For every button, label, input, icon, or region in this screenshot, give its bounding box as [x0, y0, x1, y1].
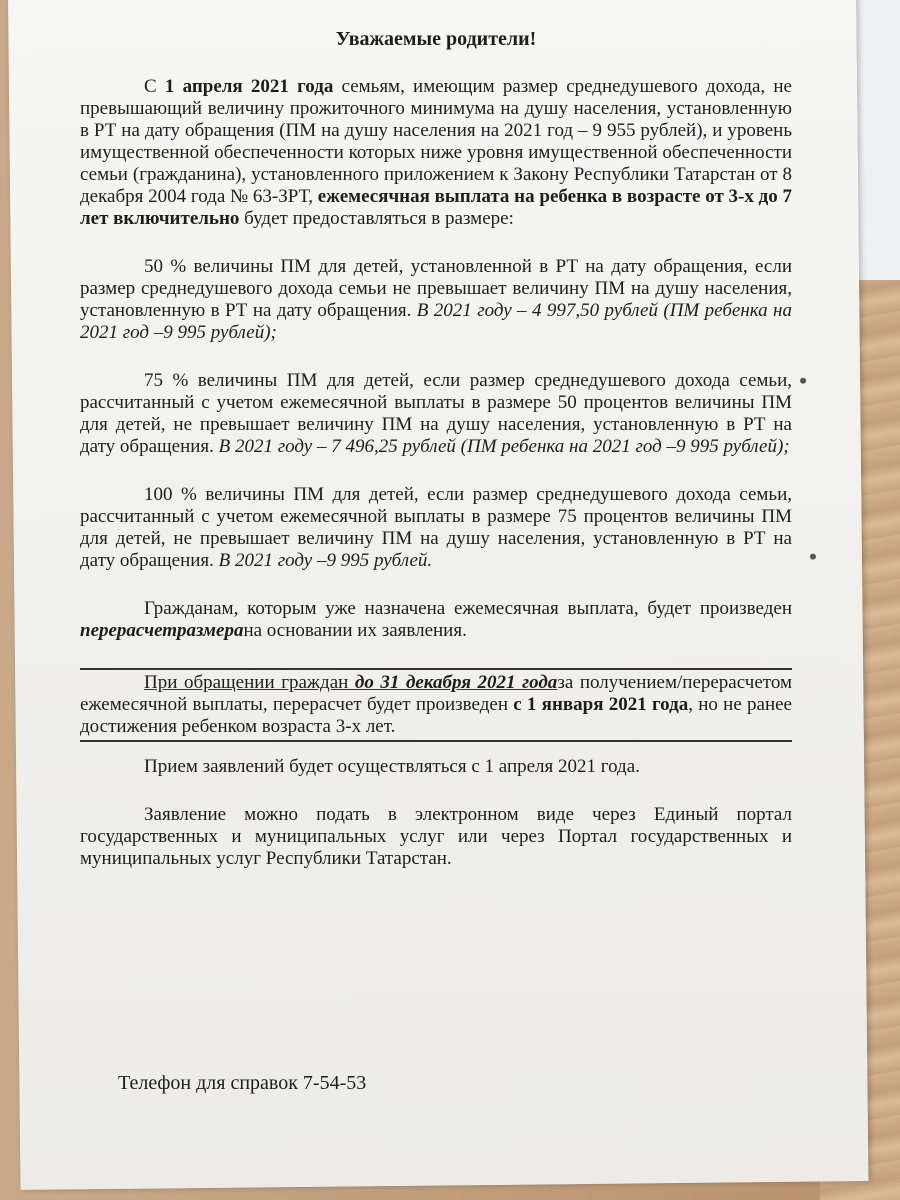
text-bold: с 1 января 2021 года	[513, 694, 689, 715]
paragraph-intro	[80, 76, 792, 230]
paper-mark	[810, 554, 816, 560]
text-italic: В 2021 году – 7 496,25 рублей (ПМ ребенка на 2021 год –9 995 рублей);	[218, 436, 790, 457]
text: При обращении граждан	[144, 672, 355, 693]
paragraph-50-percent	[80, 256, 792, 344]
text-italic: В 2021 году –9 995 рублей.	[218, 550, 433, 571]
paragraph-100-percent	[80, 484, 792, 572]
text-bold-italic: до 31 декабря 2021 года	[354, 672, 558, 693]
text: 75 % величины ПМ для детей, если размер среднедушевого дохода семьи, рассчитанный с учетом ежемесячной выплаты в размере 50 процентов величины ПМ для детей, не превышает величину ПМ на душу населения, установленную в РТ на дату обращения.	[80, 370, 792, 457]
paragraph-applications-start: Прием заявлений будет осуществляться с 1 апреля 2021 года.	[144, 756, 640, 777]
paper-mark	[800, 378, 806, 384]
document-body	[80, 28, 792, 870]
text-bold: 1 апреля 2021 года	[164, 76, 334, 97]
phone-footer: Телефон для справок 7-54-53	[118, 1072, 367, 1094]
text-italic: В 2021 году – 4 997,50 рублей (ПМ ребенка на 2021 год –9 995 рублей);	[80, 300, 792, 343]
text: , но не ранее достижения ребенком возраста 3-х лет.	[80, 694, 792, 737]
text-bold: ежемесячная выплата на ребенка в возрасте от 3-х до 7 лет включительно	[80, 186, 792, 229]
text: будет предоставляться в размере:	[239, 208, 514, 229]
text-bold-italic: перерасчетразмера	[80, 620, 244, 641]
text: С	[144, 76, 165, 97]
text: на основании их заявления.	[243, 620, 467, 641]
text: Гражданам, которым уже назначена ежемесячная выплата, будет произведен	[144, 598, 792, 619]
text: 50 % величины ПМ для детей, установленной в РТ на дату обращения, если размер среднедушевого дохода семьи не превышает величину ПМ на душу населения, установленную в РТ на дату обращения.	[80, 256, 792, 321]
paragraph-portal: Заявление можно подать в электронном виде через Единый портал государственных и муниципальных услуг или через Портал государственных и муниципальных услуг Республики Татарстан.	[80, 804, 792, 869]
paragraph-75-percent	[80, 370, 792, 458]
text: семьям, имеющим размер среднедушевого дохода, не превышающий величину прожиточного минимума на душу населения, установленную в РТ на дату обращения (ПМ на душу населения на 2021 год – 9 955 рублей), и уровень имущественной обеспеченности которых ниже уровня имущественной обеспеченности семьи (гражданина), установленного приложением к Закону Республики Татарстан от 8 декабря 2004 года № 63-ЗРТ,	[80, 76, 792, 207]
document-title: Уважаемые родители!	[335, 28, 537, 50]
text: 100 % величины ПМ для детей, если размер среднедушевого дохода семьи, рассчитанный с учетом ежемесячной выплаты в размере 75 процентов величины ПМ для детей, не превышает величину ПМ на душу населения, установленную в РТ на дату обращения.	[80, 484, 792, 571]
text: за получением/перерасчетом ежемесячной выплаты, перерасчет будет произведен	[80, 672, 792, 715]
paragraph-deadline	[80, 668, 792, 742]
paragraph-recalculation	[80, 598, 792, 642]
